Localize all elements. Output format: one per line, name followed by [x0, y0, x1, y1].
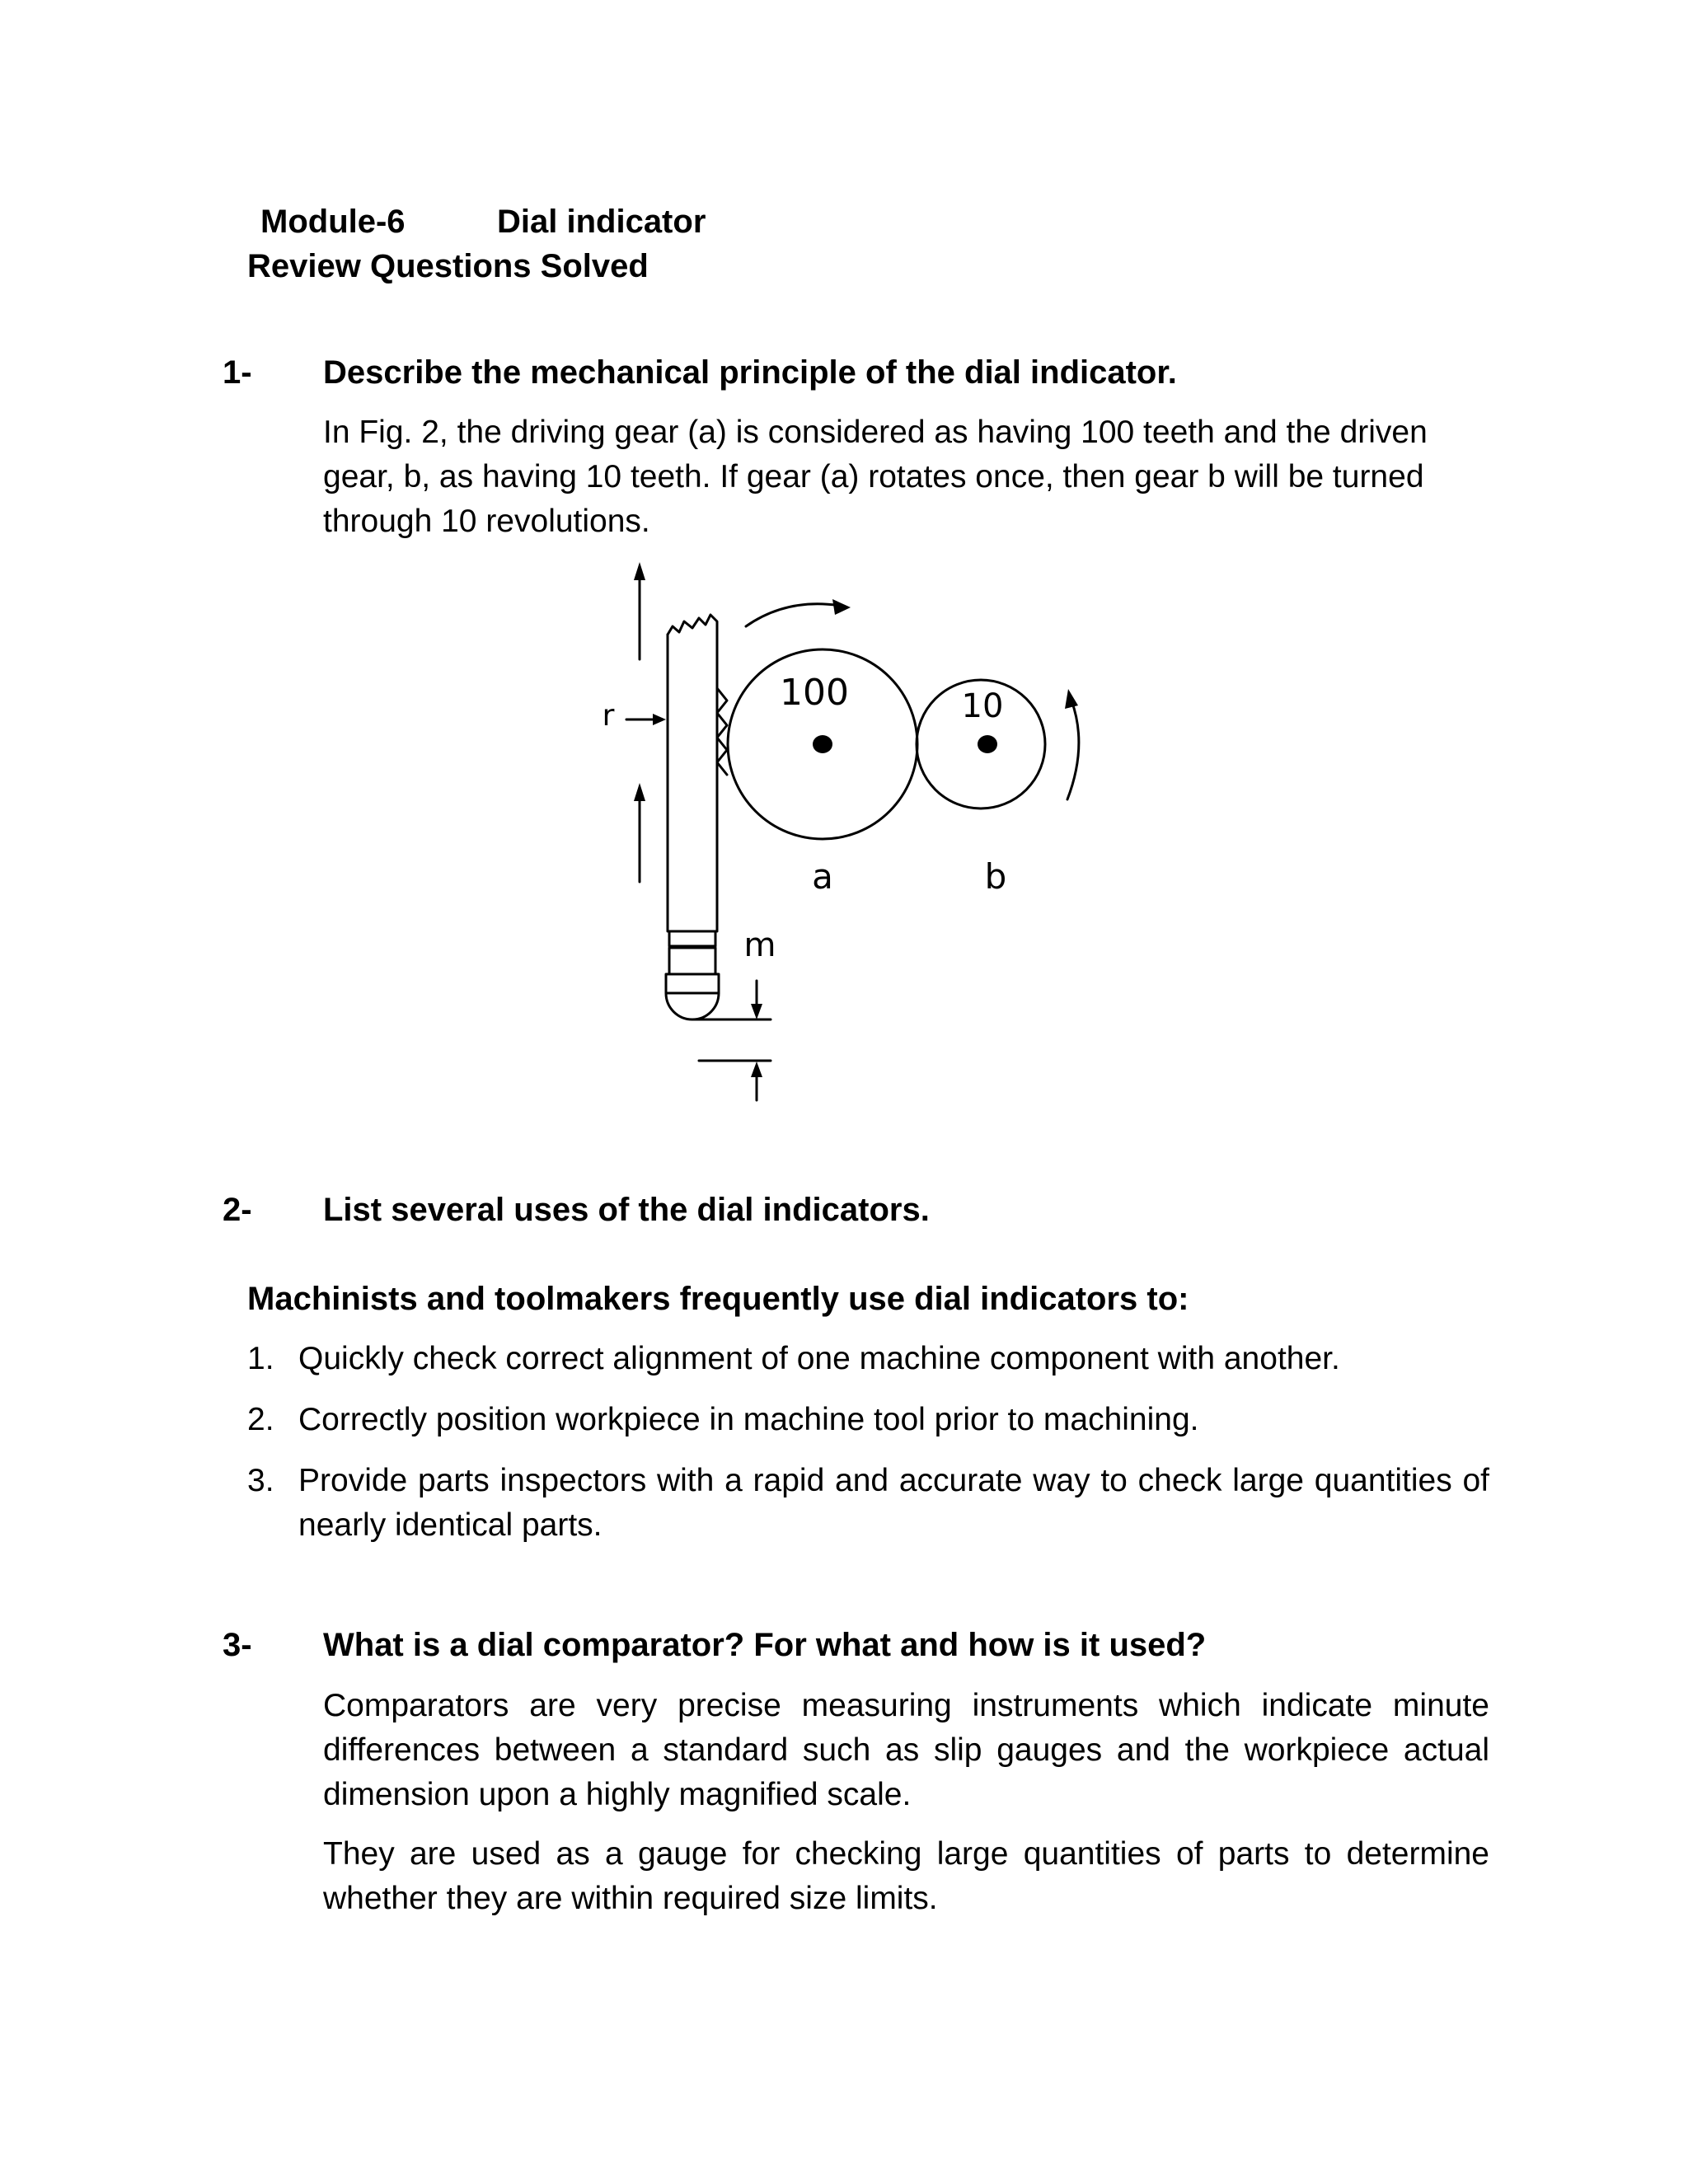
gear-b-label: b [984, 856, 1007, 897]
rack-r-label: r [602, 699, 615, 733]
gear-a-teeth-label: 100 [780, 672, 849, 714]
gear-train-figure [577, 552, 1154, 1113]
question-1-number: 1- [223, 354, 252, 391]
module-label: Module-6 [260, 204, 406, 240]
list-item-1-text: Quickly check correct alignment of one machine component with another. [298, 1341, 1340, 1376]
list-item-2-number: 2. [247, 1402, 274, 1437]
list-item-1-number: 1. [247, 1341, 274, 1376]
travel-m-label: m [743, 926, 776, 964]
gear-a-label: a [812, 856, 833, 897]
question-2-number: 2- [223, 1192, 252, 1228]
list-item-2-text: Correctly position workpiece in machine tool prior to machining. [298, 1402, 1199, 1437]
question-1-text: Describe the mechanical principle of the dial indicator. [323, 354, 1177, 391]
gear-b-teeth-label: 10 [961, 687, 1004, 725]
page-subtitle: Review Questions Solved [247, 248, 649, 284]
question-3-answer-paragraph-1: Comparators are very precise measuring instruments which indicate minute differences between a standard such as slip gauges and the workpiece actual dimension upon a highly magnified scale. [323, 1688, 1489, 1812]
list-item-3-number: 3. [247, 1463, 274, 1498]
question-3-answer-paragraph-2: They are used as a gauge for checking large quantities of parts to determine whether they are within required size limits. [323, 1836, 1489, 1916]
question-2-text: List several uses of the dial indicators. [323, 1192, 930, 1228]
question-3-text: What is a dial comparator? For what and how is it used? [323, 1627, 1207, 1663]
question-1-answer: In Fig. 2, the driving gear (a) is considered as having 100 teeth and the driven gear, b, as having 10 teeth. If gear (a) rotates once, then gear b will be turned through 10 revolutions. [323, 415, 1428, 539]
module-topic: Dial indicator [497, 204, 706, 240]
question-3-number: 3- [223, 1627, 252, 1663]
list-item-3-text: Provide parts inspectors with a rapid and accurate way to check large quantities of nearly identical parts. [298, 1463, 1489, 1543]
question-2-lead: Machinists and toolmakers frequently use dial indicators to: [247, 1281, 1189, 1317]
